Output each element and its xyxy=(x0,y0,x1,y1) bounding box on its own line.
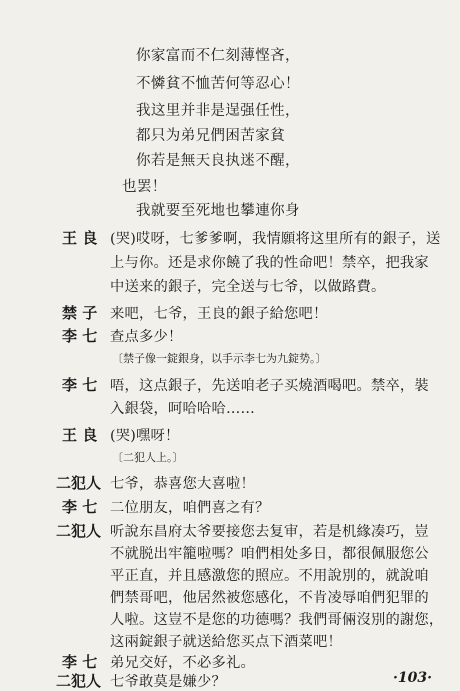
speaker-label: 王 良 xyxy=(62,426,98,444)
dialogue-text: (哭)哎呀，七爹爹啊，我情願将这里所有的銀子，送 xyxy=(110,231,441,247)
dialogue-text: 这兩錠銀子就送給您买点下酒菜吧！ xyxy=(110,634,342,650)
verse-line: 你若是無天良执迷不醒， xyxy=(136,153,300,169)
dialogue-text: 上与你。还是求你饒了我的性命吧！禁卒，把我家 xyxy=(110,255,429,271)
dialogue-text: 入銀袋，呵哈哈哈…… xyxy=(110,401,255,417)
speaker-label: 二犯人 xyxy=(56,474,102,492)
speaker-label: 王 良 xyxy=(62,229,98,247)
speaker-label: 二犯人 xyxy=(56,672,102,690)
verse-line: 不憐貧不恤苦何等忍心！ xyxy=(136,76,300,92)
dialogue-text: 不就脱出牢籠啦嗎？咱們相处多日，都很佩服您公 xyxy=(110,546,429,562)
dialogue-text: 人啦。这豈不是您的功德嗎？我們哥倆沒別的謝您， xyxy=(110,612,444,628)
dialogue-text: 查点多少！ xyxy=(110,329,183,345)
dialogue-text: 来吧，七爷，王良的銀子給您吧！ xyxy=(110,306,328,322)
speaker-label: 禁 子 xyxy=(62,304,98,322)
verse-line: 都只为弟兄們困苦家貧 xyxy=(136,128,285,144)
verse-line: 你家富而不仁刻薄悭吝， xyxy=(136,48,300,64)
stage-direction: 〔禁子像一錠銀身，以手示李七为九錠势。〕 xyxy=(112,352,327,365)
verse-line: 我就要至死地也攀連你身 xyxy=(136,203,300,219)
stage-direction: 〔二犯人上。〕 xyxy=(112,451,184,464)
dialogue-text: (哭)嘿呀！ xyxy=(110,428,180,444)
dialogue-text: 唔，这点銀子，先送咱老子买燒酒喝吧。禁卒，裝 xyxy=(110,378,429,394)
dialogue-text: 們禁哥吧，他居然被您感化，不肯凌辱咱們犯罪的 xyxy=(110,590,429,606)
verse-line: 也罢！ xyxy=(122,179,167,195)
speaker-label: 二犯人 xyxy=(56,522,102,540)
speaker-label: 李 七 xyxy=(62,376,98,394)
page-number: ·103· xyxy=(393,670,432,686)
dialogue-text: 七爷敢莫是嫌少？ xyxy=(110,674,226,690)
speaker-label: 李 七 xyxy=(62,498,98,516)
verse-line: 我这里并非是逞强任性， xyxy=(136,103,300,119)
dialogue-text: 七爷，恭喜您大喜啦！ xyxy=(110,476,255,492)
speaker-label: 李 七 xyxy=(62,653,98,671)
speaker-label: 李 七 xyxy=(62,327,98,345)
dialogue-text: 听說东昌府太爷要接您去复审，若是机緣凑巧，豈 xyxy=(110,524,429,540)
dialogue-text: 弟兄交好，不必多礼。 xyxy=(110,655,255,671)
dialogue-text: 二位朋友，咱們喜之有？ xyxy=(110,500,270,516)
dialogue-text: 中送来的銀子，完全送与七爷，以做路費。 xyxy=(110,279,386,295)
dialogue-text: 平正直，并且感激您的照应。不用說別的，就說咱 xyxy=(110,568,429,584)
